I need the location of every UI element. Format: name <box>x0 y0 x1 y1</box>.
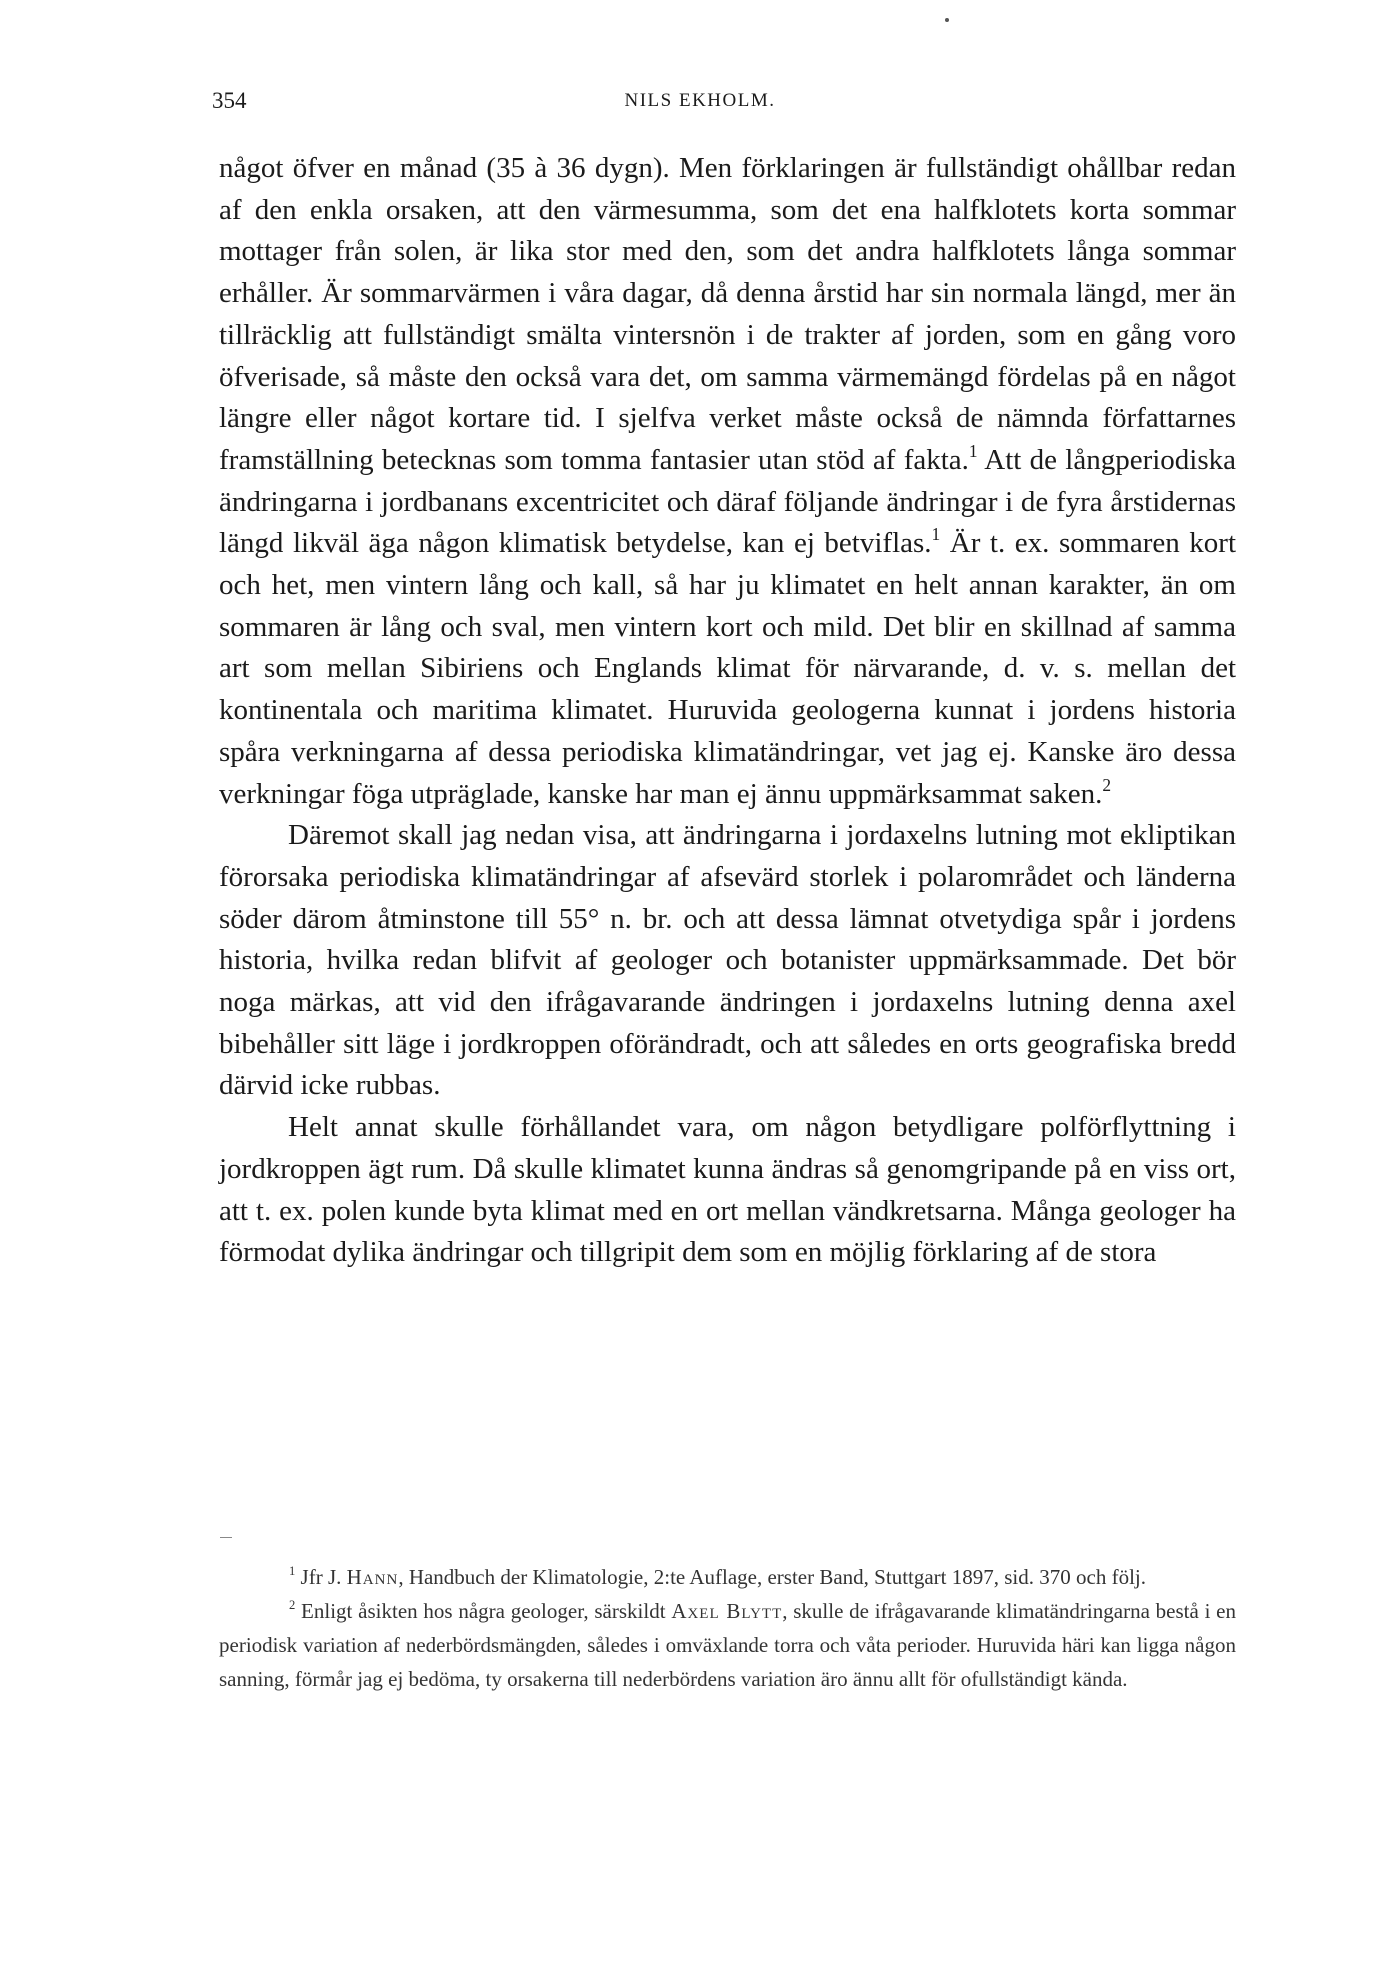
footnote <box>219 1594 1236 1696</box>
page-number: 354 <box>212 88 247 113</box>
text-run: Jfr J. <box>295 1565 347 1589</box>
paragraph <box>219 148 1236 815</box>
footnote-marker: 1 <box>289 1564 296 1579</box>
text-run: Att de långperiodiska ändringarna i jordbanans excentricitet och däraf följande ändringar i de fyra årstidernas längd likväl äga någon klimatisk betydelse, kan ej betviflas. <box>219 443 1236 560</box>
author-name: Axel Blytt <box>671 1599 783 1623</box>
footnotes <box>219 1560 1236 1696</box>
text-run: Däremot skall jag nedan visa, att ändringarna i jordaxelns lutning mot ekliptikan förorsaka periodiska klimatändringar af afsevärd storlek i polarområdet och länderna söder därom åtminstone till 55° n. br. och att dessa lämnat otvetydiga spår i jordens historia, hvilka redan blifvit af geologer och botanister uppmärksammade. Det bör noga märkas, att vid den ifrågavarande ändringen i jordaxelns lutning denna axel bibehåller sitt läge i jordkroppen oförändradt, och att således en orts geografiska bredd därvid icke rubbas. <box>219 819 1236 1102</box>
text-run: Enligt åsikten hos några geologer, särskildt <box>295 1599 672 1623</box>
text-run: , Handbuch der Klimatologie, 2:te Auflage, erster Band, Stuttgart 1897, sid. 370 och följ. <box>398 1565 1146 1589</box>
running-head: NILS EKHOLM. <box>624 90 776 111</box>
body-text <box>219 148 1236 1274</box>
footnote-marker: 2 <box>289 1598 296 1613</box>
text-run: något öfver en månad (35 à 36 dygn). Men förklaringen är fullständigt ohållbar redan af den enkla orsaken, att den värmesumma, som det ena halfklotets korta sommar mottager från solen, är lika stor med den, som det andra halfklotets långa sommar erhåller. Är sommarvärmen i våra dagar, då denna årstid har sin normala längd, mer än tillräcklig att fullständigt smälta vintersnön i de trakter af jorden, som en gång voro öfverisade, så måste den också vara det, om samma värmemängd fördelas på en något längre eller något kortare tid. I sjelfva verket måste också de nämnda författarnes framställning betecknas som tomma fantasier utan stöd af fakta. <box>219 152 1236 476</box>
paragraph <box>219 1107 1236 1274</box>
author-name: Hann <box>346 1565 399 1589</box>
text-run: , skulle de ifrågavarande klimatändringarna bestå i en periodisk variation af nederbördsmängden, således i omväxlande torra och våta perioder. Huruvida häri kan ligga någon sanning, förmår jag ej bedöma, ty orsakerna till nederbördens variation äro ännu allt för ofullständigt kända. <box>219 1599 1236 1691</box>
paragraph <box>219 815 1236 1107</box>
footnote-marker: 2 <box>1102 774 1112 795</box>
footnote-marker: 1 <box>968 440 978 461</box>
text-run: Helt annat skulle förhållandet vara, om någon betydligare polförflyttning i jordkroppen ägt rum. Då skulle klimatet kunna ändras så genomgripande på en viss ort, att t. ex. polen kunde byta klimat med en ort mellan vändkretsarna. Många geologer ha förmodat dylika ändringar och tillgripit dem som en möjlig förklaring af de stora <box>219 1111 1236 1269</box>
text-run: Är t. ex. sommaren kort och het, men vintern lång och kall, så har ju klimatet en helt annan karakter, än om sommaren är lång och sval, men vintern kort och mild. Det blir en skillnad af samma art som mellan Sibiriens och Englands klimat för närvarande, d. v. s. mellan det kontinentala och maritima klimatet. Huruvida geologerna kunnat i jordens historia spåra verkningarna af dessa periodiska klimatändringar, vet jag ej. Kanske äro dessa verkningar föga utpräglade, kanske har man ej ännu uppmärksammat saken. <box>219 527 1237 810</box>
scan-speck <box>945 18 949 22</box>
footnote-rule <box>220 1537 232 1538</box>
footnote-marker: 1 <box>931 524 941 545</box>
footnote <box>219 1560 1236 1594</box>
